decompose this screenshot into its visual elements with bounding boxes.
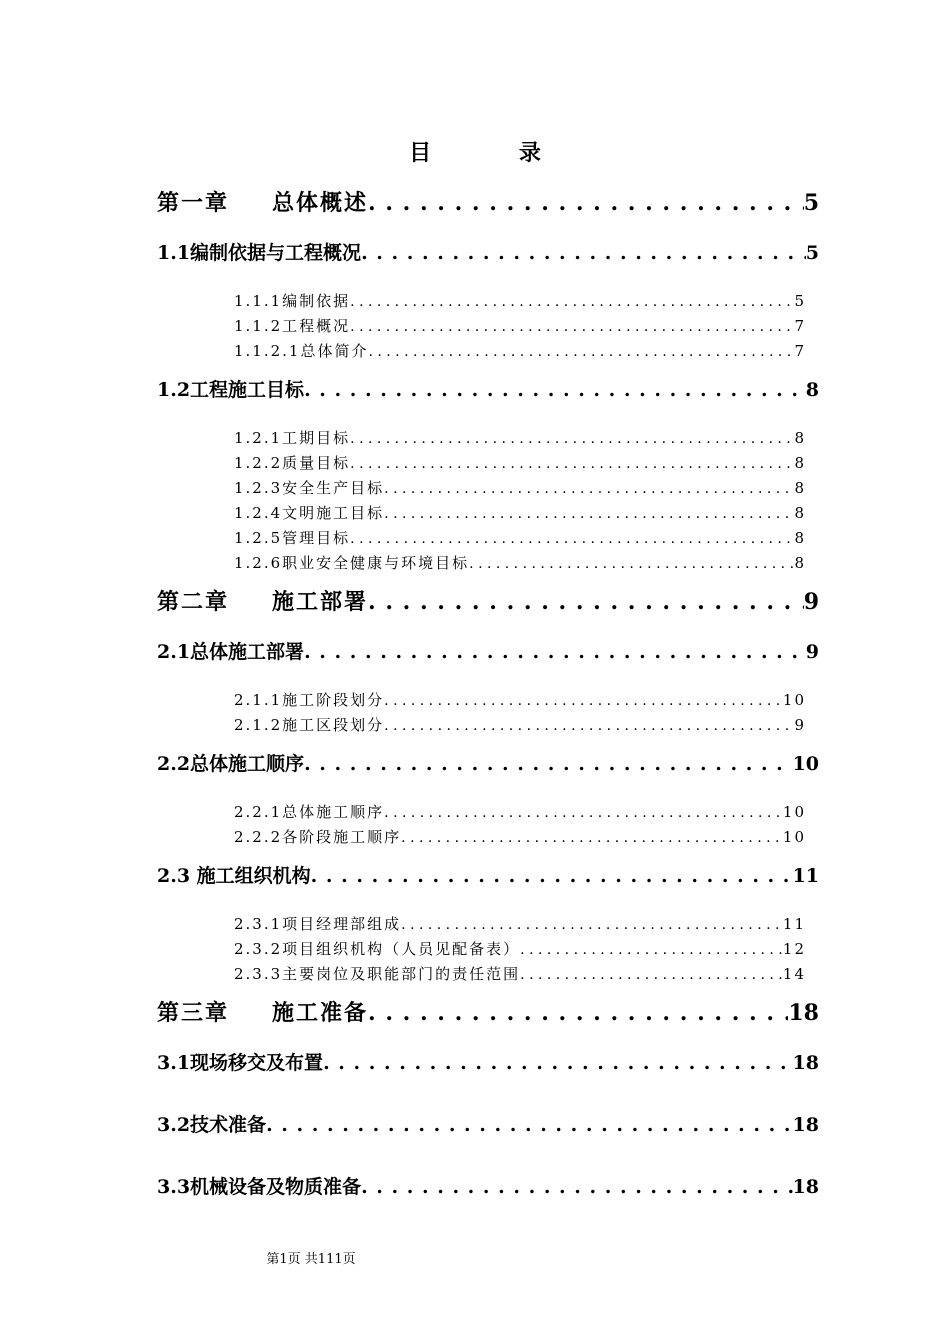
- dot-leader: [368, 344, 794, 360]
- toc-chapter-3[interactable]: [157, 996, 819, 1028]
- page-number: 18: [788, 1000, 819, 1026]
- subsection-label: 1.1.1编制依据: [234, 292, 351, 310]
- toc-section[interactable]: [157, 1110, 819, 1138]
- dot-leader: [368, 190, 804, 216]
- dot-leader: [304, 753, 792, 775]
- subsection-label: 2.1.2施工区段划分: [234, 716, 385, 734]
- page-number: 8: [794, 504, 806, 522]
- page-number: 9: [794, 716, 806, 734]
- dot-leader: [384, 718, 794, 734]
- subsection-label: 2.3.3主要岗位及职能部门的责任范围: [234, 965, 521, 983]
- subsection-label: 1.2.5管理目标: [234, 529, 351, 547]
- dot-leader: [323, 1052, 792, 1074]
- page-number: 14: [782, 965, 806, 983]
- section-label: 1.1编制依据与工程概况: [157, 242, 362, 264]
- page-number: 8: [794, 529, 806, 547]
- chapter-number: 第三章: [157, 1000, 230, 1026]
- dot-leader: [361, 242, 806, 264]
- page-number: 18: [792, 1052, 819, 1074]
- section-label: 2.3 施工组织机构: [157, 865, 311, 887]
- dot-leader: [384, 481, 794, 497]
- chapter-number: 第二章: [157, 589, 230, 615]
- dot-leader: [384, 805, 783, 821]
- page-number: 8: [794, 554, 806, 572]
- dot-leader: [520, 942, 783, 958]
- toc-subsection[interactable]: [234, 290, 806, 312]
- dot-leader: [368, 589, 804, 615]
- toc-subsection[interactable]: [234, 714, 806, 736]
- chapter-number: 第一章: [157, 190, 230, 216]
- chapter-name: 施工部署: [272, 589, 369, 615]
- page-number: 8: [794, 479, 806, 497]
- dot-leader: [350, 431, 794, 447]
- subsection-label: 1.2.4文明施工目标: [234, 504, 385, 522]
- page-number: 10: [792, 753, 819, 775]
- toc-section[interactable]: [157, 1048, 819, 1076]
- section-label: 2.2总体施工顺序: [157, 753, 305, 775]
- subsection-label: 2.2.1总体施工顺序: [234, 803, 385, 821]
- page-number: 18: [792, 1176, 819, 1198]
- subsection-label: 1.2.6职业安全健康与环境目标: [234, 554, 470, 572]
- page-footer: 第1页 共111页: [266, 1252, 356, 1267]
- dot-leader: [469, 556, 794, 572]
- page-number: 8: [805, 379, 819, 401]
- page-number: 9: [805, 641, 819, 663]
- toc-section[interactable]: [157, 375, 819, 403]
- dot-leader: [350, 456, 794, 472]
- toc-section[interactable]: [157, 637, 819, 665]
- page-number: 11: [782, 915, 806, 933]
- dot-leader: [350, 319, 794, 335]
- toc-subsection[interactable]: [234, 502, 806, 524]
- toc-subsection[interactable]: [234, 963, 806, 985]
- toc-chapter-2[interactable]: [157, 585, 819, 617]
- page-number: 9: [803, 589, 819, 615]
- page-number: 18: [792, 1114, 819, 1136]
- dot-leader: [266, 1114, 792, 1136]
- subsection-label: 1.2.1工期目标: [234, 429, 351, 447]
- chapter-name: 施工准备: [272, 1000, 369, 1026]
- page-number: 11: [792, 865, 819, 887]
- section-label: 3.2技术准备: [157, 1114, 267, 1136]
- page-number: 12: [782, 940, 806, 958]
- subsection-label: 1.1.2.1总体简介: [234, 342, 369, 360]
- dot-leader: [401, 830, 783, 846]
- section-label: 2.1总体施工部署: [157, 641, 305, 663]
- page-number: 7: [794, 342, 806, 360]
- page-number: 5: [803, 190, 819, 216]
- page-number: 8: [794, 429, 806, 447]
- toc-subsection[interactable]: [234, 938, 806, 960]
- dot-leader: [384, 506, 794, 522]
- toc-subsection[interactable]: [234, 315, 806, 337]
- toc-subsection[interactable]: [234, 527, 806, 549]
- section-label: 3.1现场移交及布置: [157, 1052, 324, 1074]
- subsection-label: 2.3.2项目组织机构（人员见配备表）: [234, 940, 521, 958]
- toc-subsection[interactable]: [234, 477, 806, 499]
- dot-leader: [304, 379, 806, 401]
- page-number: 10: [782, 803, 806, 821]
- dot-leader: [350, 531, 794, 547]
- toc-subsection[interactable]: [234, 552, 806, 574]
- toc-subsection[interactable]: [234, 340, 806, 362]
- toc-section[interactable]: [157, 861, 819, 889]
- section-label: 1.2工程施工目标: [157, 379, 305, 401]
- section-label: 3.3机械设备及物质准备: [157, 1176, 362, 1198]
- page-number: 5: [805, 242, 819, 264]
- subsection-label: 2.3.1项目经理部组成: [234, 915, 402, 933]
- dot-leader: [368, 1000, 788, 1026]
- dot-leader: [304, 641, 806, 663]
- page-number: 10: [782, 828, 806, 846]
- toc-subsection[interactable]: [234, 427, 806, 449]
- page-number: 7: [794, 317, 806, 335]
- chapter-name: 总体概述: [272, 190, 369, 216]
- toc-subsection[interactable]: [234, 826, 806, 848]
- toc-section[interactable]: [157, 1172, 819, 1200]
- dot-leader: [361, 1176, 792, 1198]
- toc-section[interactable]: [157, 749, 819, 777]
- toc-subsection[interactable]: [234, 689, 806, 711]
- dot-leader: [350, 294, 794, 310]
- subsection-label: 2.1.1施工阶段划分: [234, 691, 385, 709]
- toc-title: 目 录: [409, 140, 581, 166]
- toc-subsection[interactable]: [234, 801, 806, 823]
- subsection-label: 1.2.2质量目标: [234, 454, 351, 472]
- subsection-label: 1.2.3安全生产目标: [234, 479, 385, 497]
- page-number: 5: [794, 292, 806, 310]
- dot-leader: [311, 865, 793, 887]
- subsection-label: 1.1.2工程概况: [234, 317, 351, 335]
- toc-subsection[interactable]: [234, 452, 806, 474]
- toc-section[interactable]: [157, 238, 819, 266]
- subsection-label: 2.2.2各阶段施工顺序: [234, 828, 402, 846]
- toc-chapter-1[interactable]: [157, 186, 819, 218]
- toc-subsection[interactable]: [234, 913, 806, 935]
- dot-leader: [520, 967, 783, 983]
- dot-leader: [401, 917, 783, 933]
- page-number: 10: [782, 691, 806, 709]
- dot-leader: [384, 693, 783, 709]
- page-number: 8: [794, 454, 806, 472]
